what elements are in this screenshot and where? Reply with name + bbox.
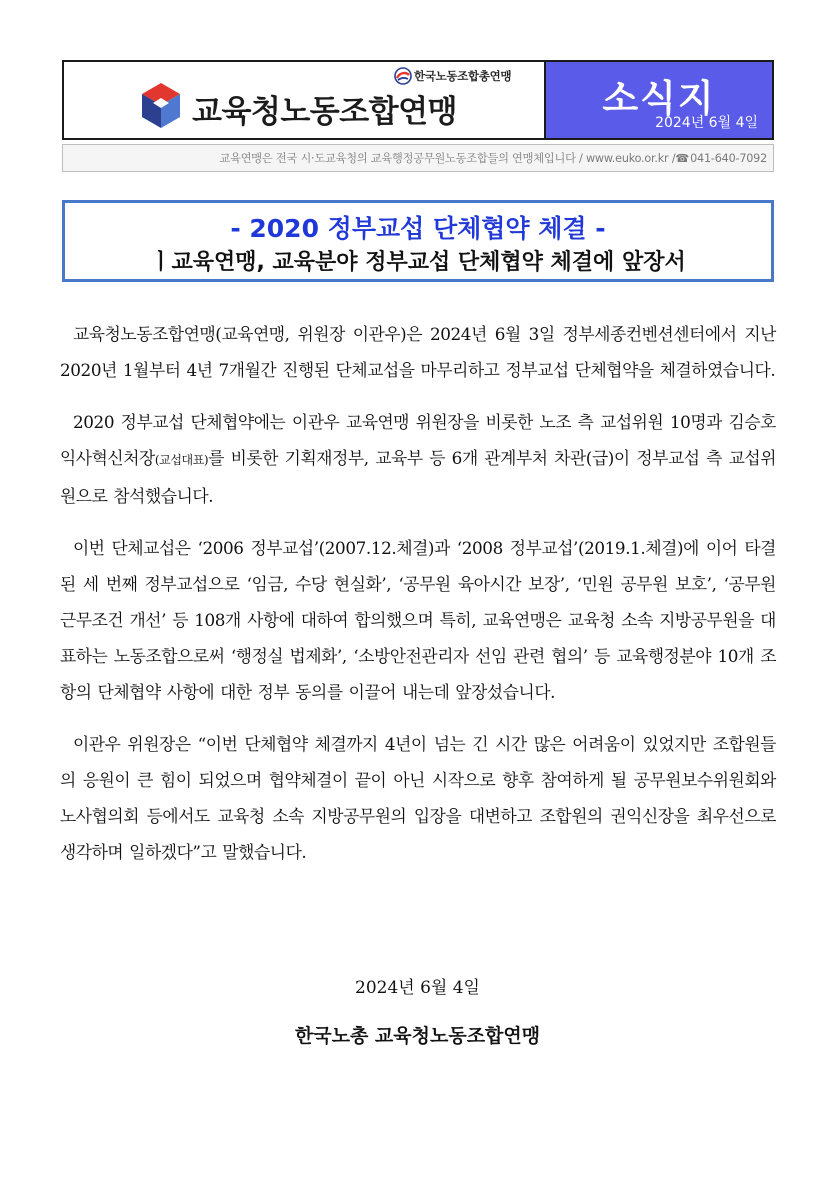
org-name: 교육청노동조합연맹 bbox=[192, 94, 458, 130]
issue-date: 2024년 6월 4일 bbox=[655, 115, 758, 131]
info-bar-phone: 041-640-7092 bbox=[690, 151, 767, 165]
paragraph-2-part-2: 를 비롯한 기획재정부, 교육부 등 6개 관계부처 차관(급)이 정부교섭 측 교섭위원으로 참석했습니다. bbox=[60, 448, 776, 506]
article-paragraph-2 bbox=[60, 404, 776, 514]
article-paragraph-4: 이관우 위원장은 “이번 단체협약 체결까지 4년이 넘는 긴 시간 많은 어려움이 있었지만 조합원들의 응원이 큰 힘이 되었으며 협약체결이 끝이 아닌 시작으로 향후 참여하게 될 공무원보수위원회와 노사협의회 등에서도 교육청 소속 지방공무원의 입장을 대변하고 조합원의 권익신장을 최우선으로 생각하며 일하겠다”고 말했습니다. bbox=[60, 734, 776, 862]
masthead-brand bbox=[64, 62, 546, 138]
article-paragraph-1: 교육청노동조합연맹(교육연맹, 위원장 이관우)은 2024년 6월 3일 정부세종컨벤션센터에서 지난 2020년 1월부터 4년 7개월간 진행된 단체교섭을 마무리하고 정부교섭 단체협약을 체결하였습니다. bbox=[60, 324, 776, 380]
paragraph-2-note: (교섭대표) bbox=[154, 453, 209, 467]
newsletter-label: 소식지 bbox=[602, 77, 716, 120]
info-bar bbox=[62, 144, 774, 172]
parent-org-logo-icon bbox=[394, 67, 412, 85]
headline-subtitle: ㅣ교육연맹, 교육분야 정부교섭 단체협약 체결에 앞장서 bbox=[150, 250, 686, 275]
info-bar-text: 교육연맹은 전국 시·도교육청의 교육행정공무원노동조합들의 연맹체입니다 / www.euko.or.kr / bbox=[219, 152, 676, 165]
article-paragraph-3: 이번 단체교섭은 ‘2006 정부교섭’(2007.12.체결)과 ‘2008 정부교섭’(2019.1.체결)에 이어 타결된 세 번째 정부교섭으로 ‘임금, 수당 현실화’, ‘공무원 육아시간 보장’, ‘민원 공무원 보호’, ‘공무원 근무조건 개선’ 등 108개 사항에 대하여 합의했으며 특히, 교육연맹은 교육청 소속 지방공무원을 대표하는 노동조합으로써 ‘행정실 법제화’, ‘소방안전관리자 선임 관련 협의’ 등 교육행정분야 10개 조항의 단체협약 사항에 대한 정부 동의를 이끌어 내는데 앞장섰습니다. bbox=[60, 538, 776, 702]
masthead bbox=[62, 60, 774, 140]
closing-date: 2024년 6월 4일 bbox=[355, 978, 480, 998]
org-logo-icon bbox=[140, 82, 182, 130]
newsletter-panel bbox=[546, 62, 772, 138]
headline-title: - 2020 정부교섭 단체협약 체결 - bbox=[230, 214, 606, 243]
paragraph-2-part-1: 2020 정부교섭 단체협약에는 이관우 교육연맹 위원장을 비롯한 노조 측 교섭위원 10명과 김승호 익사혁신처장 bbox=[60, 412, 776, 468]
headline-box bbox=[62, 200, 774, 282]
telephone-icon: ☎ bbox=[675, 151, 690, 165]
parent-org-name: 한국노동조합총연맹 bbox=[414, 69, 512, 83]
article-body bbox=[60, 316, 776, 886]
signature: 한국노총 교육청노동조합연맹 bbox=[294, 1025, 541, 1047]
